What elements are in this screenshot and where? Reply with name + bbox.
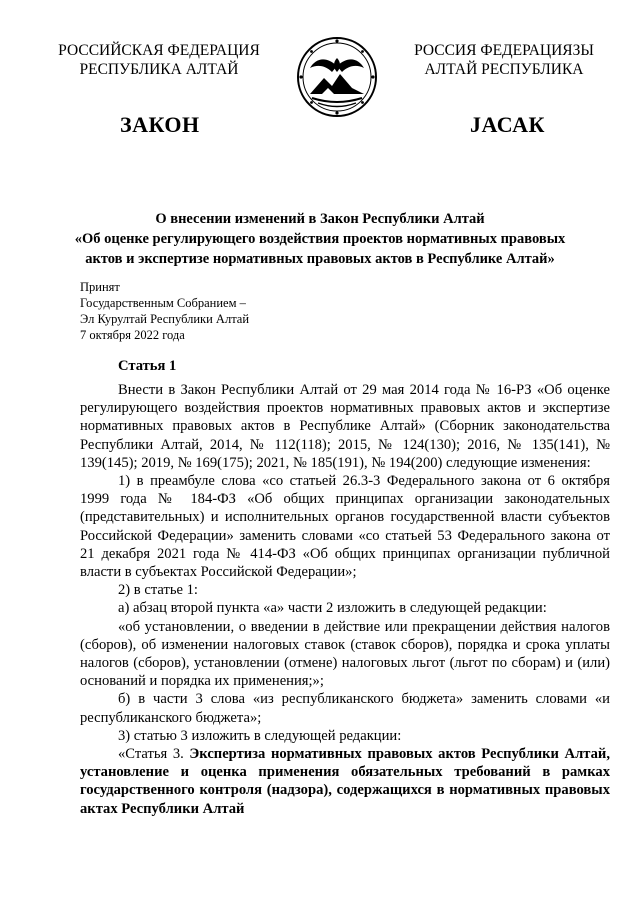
- adopted-line4: 7 октября 2022 года: [80, 328, 185, 342]
- paragraph-6: б) в части 3 слова «из республиканского бюджета» заменить словами «и республиканского бюджета»;: [80, 691, 610, 726]
- paragraph-2: 1) в преамбуле слова «со статьей 26.3-3 Федерального закона от 6 октября 1999 года № 184-ФЗ «Об общих принципах организации законодательных (представительных) и исполнительных органов государственной власти субъектов Российской Федерации» заменить словами «со статьей 53 Федерального закона от 21 декабря 2021 года № 414-ФЗ «Об общих принципах организации публичной власти в субъектах Российской Федерации»;: [80, 473, 610, 581]
- altai-republic-emblem-icon: [296, 36, 378, 118]
- article-3-prefix: «Статья 3.: [118, 746, 190, 763]
- header-right-block: [392, 41, 616, 79]
- header-right-line2: АЛТАЙ РЕСПУБЛИКА: [424, 61, 584, 78]
- document-title: [70, 209, 570, 269]
- paragraph-3: 2) в статье 1:: [118, 582, 198, 599]
- title-line3: актов и экспертизе нормативных правовых актов в Республике Алтай»: [85, 251, 555, 267]
- paragraph-5: «об установлении, о введении в действие или прекращении действия налогов (сборов), об изменении налоговых ставок (ставок сборов), порядка и срока уплаты налогов (сборов), установлении (отмене) налоговых льгот (льгот по сборам) и (или) оснований и порядка их применения;»;: [80, 618, 610, 690]
- paragraph-8: [80, 745, 610, 818]
- paragraph-7: 3) статью 3 изложить в следующей редакции:: [118, 727, 402, 744]
- adopted-line1: Принят: [80, 280, 120, 294]
- header-right-line1: РОССИЯ ФЕДЕРАЦИЯЗЫ: [414, 42, 594, 59]
- title-line1: О внесении изменений в Закон Республики Алтай: [155, 211, 485, 227]
- paragraph-4: а) абзац второй пункта «а» части 2 изложить в следующей редакции:: [118, 600, 547, 617]
- adoption-note: [80, 279, 249, 343]
- article-body: [80, 381, 610, 818]
- header-left-line2: РЕСПУБЛИКА АЛТАЙ: [79, 61, 239, 78]
- law-title-altai: JАСАК: [470, 112, 545, 137]
- adopted-line3: Эл Курултай Республики Алтай: [80, 312, 250, 326]
- adopted-line2: Государственным Собранием –: [80, 296, 246, 310]
- header-left-block: [44, 41, 274, 79]
- header-left-line1: РОССИЙСКАЯ ФЕДЕРАЦИЯ: [58, 42, 260, 59]
- title-line2: «Об оценке регулирующего воздействия проектов нормативных правовых: [74, 231, 566, 247]
- paragraph-1: Внести в Закон Республики Алтай от 29 мая 2014 года № 16-РЗ «Об оценке регулирующего воздействия проектов нормативных правовых актов и экспертизе нормативных правовых актов в Республике Алтай» (Сборник законодательства Республики Алтай, 2014, № 112(118); 2015, № 124(130); 2016, № 135(141), № 139(145); 2019, № 169(175); 2021, № 185(191), № 194(200) следующие изменения:: [80, 382, 610, 471]
- article-heading: Статья 1: [118, 358, 177, 374]
- law-title-russian: ЗАКОН: [120, 112, 200, 137]
- article-3-title: Экспертиза нормативных правовых актов Республики Алтай, установление и оценка применения обязательных требований в рамках государственного контроля (надзора), содержащихся в нормативных правовых актах Республики Алтай: [80, 746, 610, 817]
